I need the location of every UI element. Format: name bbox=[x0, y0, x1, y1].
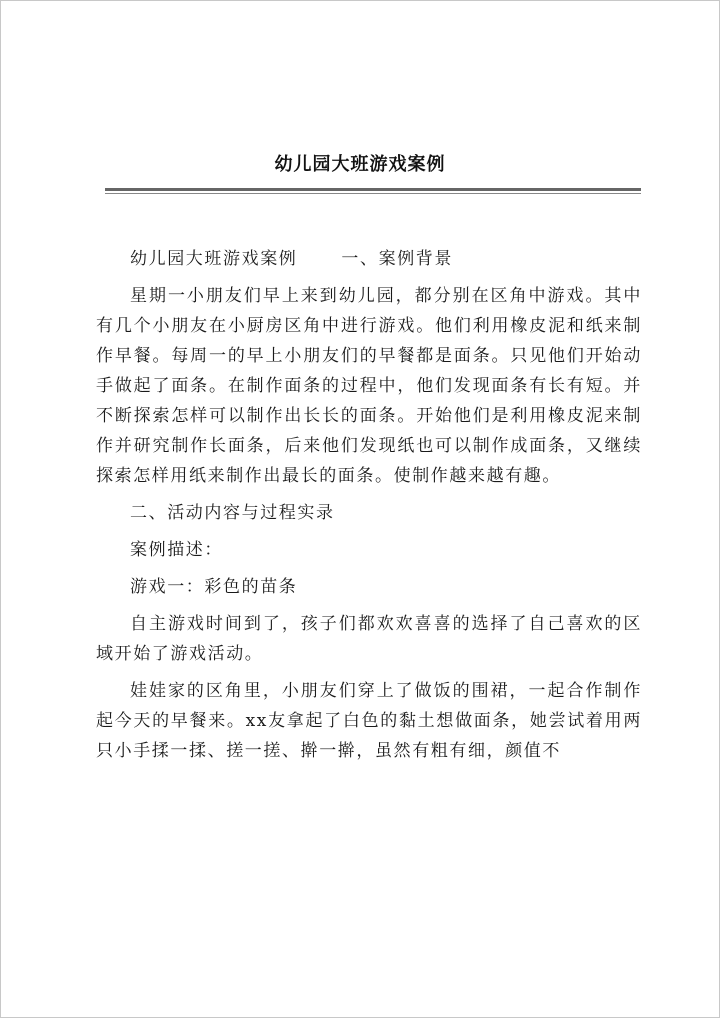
intro-heading: 幼儿园大班游戏案例 bbox=[130, 249, 298, 269]
paragraph-doll-house: 娃娃家的区角里，小朋友们穿上了做饭的围裙，一起合作制作起今天的早餐来。xx友拿起了白色的黏土想做面条，她尝试着用两只小手揉一揉、搓一搓、擀一擀，虽然有粗有细，颜值不 bbox=[96, 681, 642, 761]
intro-line bbox=[96, 244, 642, 274]
section-heading-background: 一、案例背景 bbox=[341, 249, 454, 269]
paragraph-background: 星期一小朋友们早上来到幼儿园，都分别在区角中游戏。其中有几个小朋友在小厨房区角中进行游戏。他们利用橡皮泥和纸来制作早餐。每周一的早上小朋友们的早餐都是面条。只见他们开始动手做起了面条。在制作面条的过程中，他们发现面条有长有短。并不断探索怎样可以制作出长长的面条。开始他们是利用橡皮泥来制作并研究制作长面条，后来他们发现纸也可以制作成面条，又继续探索怎样用纸来制作出最长的面条。使制作越来越有趣。 bbox=[96, 286, 642, 486]
title-rule-thin bbox=[105, 193, 641, 194]
document-title: 幼儿园大班游戏案例 bbox=[274, 154, 446, 175]
title-rule bbox=[105, 188, 641, 191]
game-one-heading: 游戏一：彩色的苗条 bbox=[130, 577, 298, 597]
case-description-label: 案例描述： bbox=[130, 540, 223, 560]
section-heading-activity: 二、活动内容与过程实录 bbox=[130, 503, 335, 523]
document-body bbox=[96, 244, 642, 773]
paragraph-free-play: 自主游戏时间到了，孩子们都欢欢喜喜的选择了自己喜欢的区域开始了游戏活动。 bbox=[96, 614, 642, 664]
